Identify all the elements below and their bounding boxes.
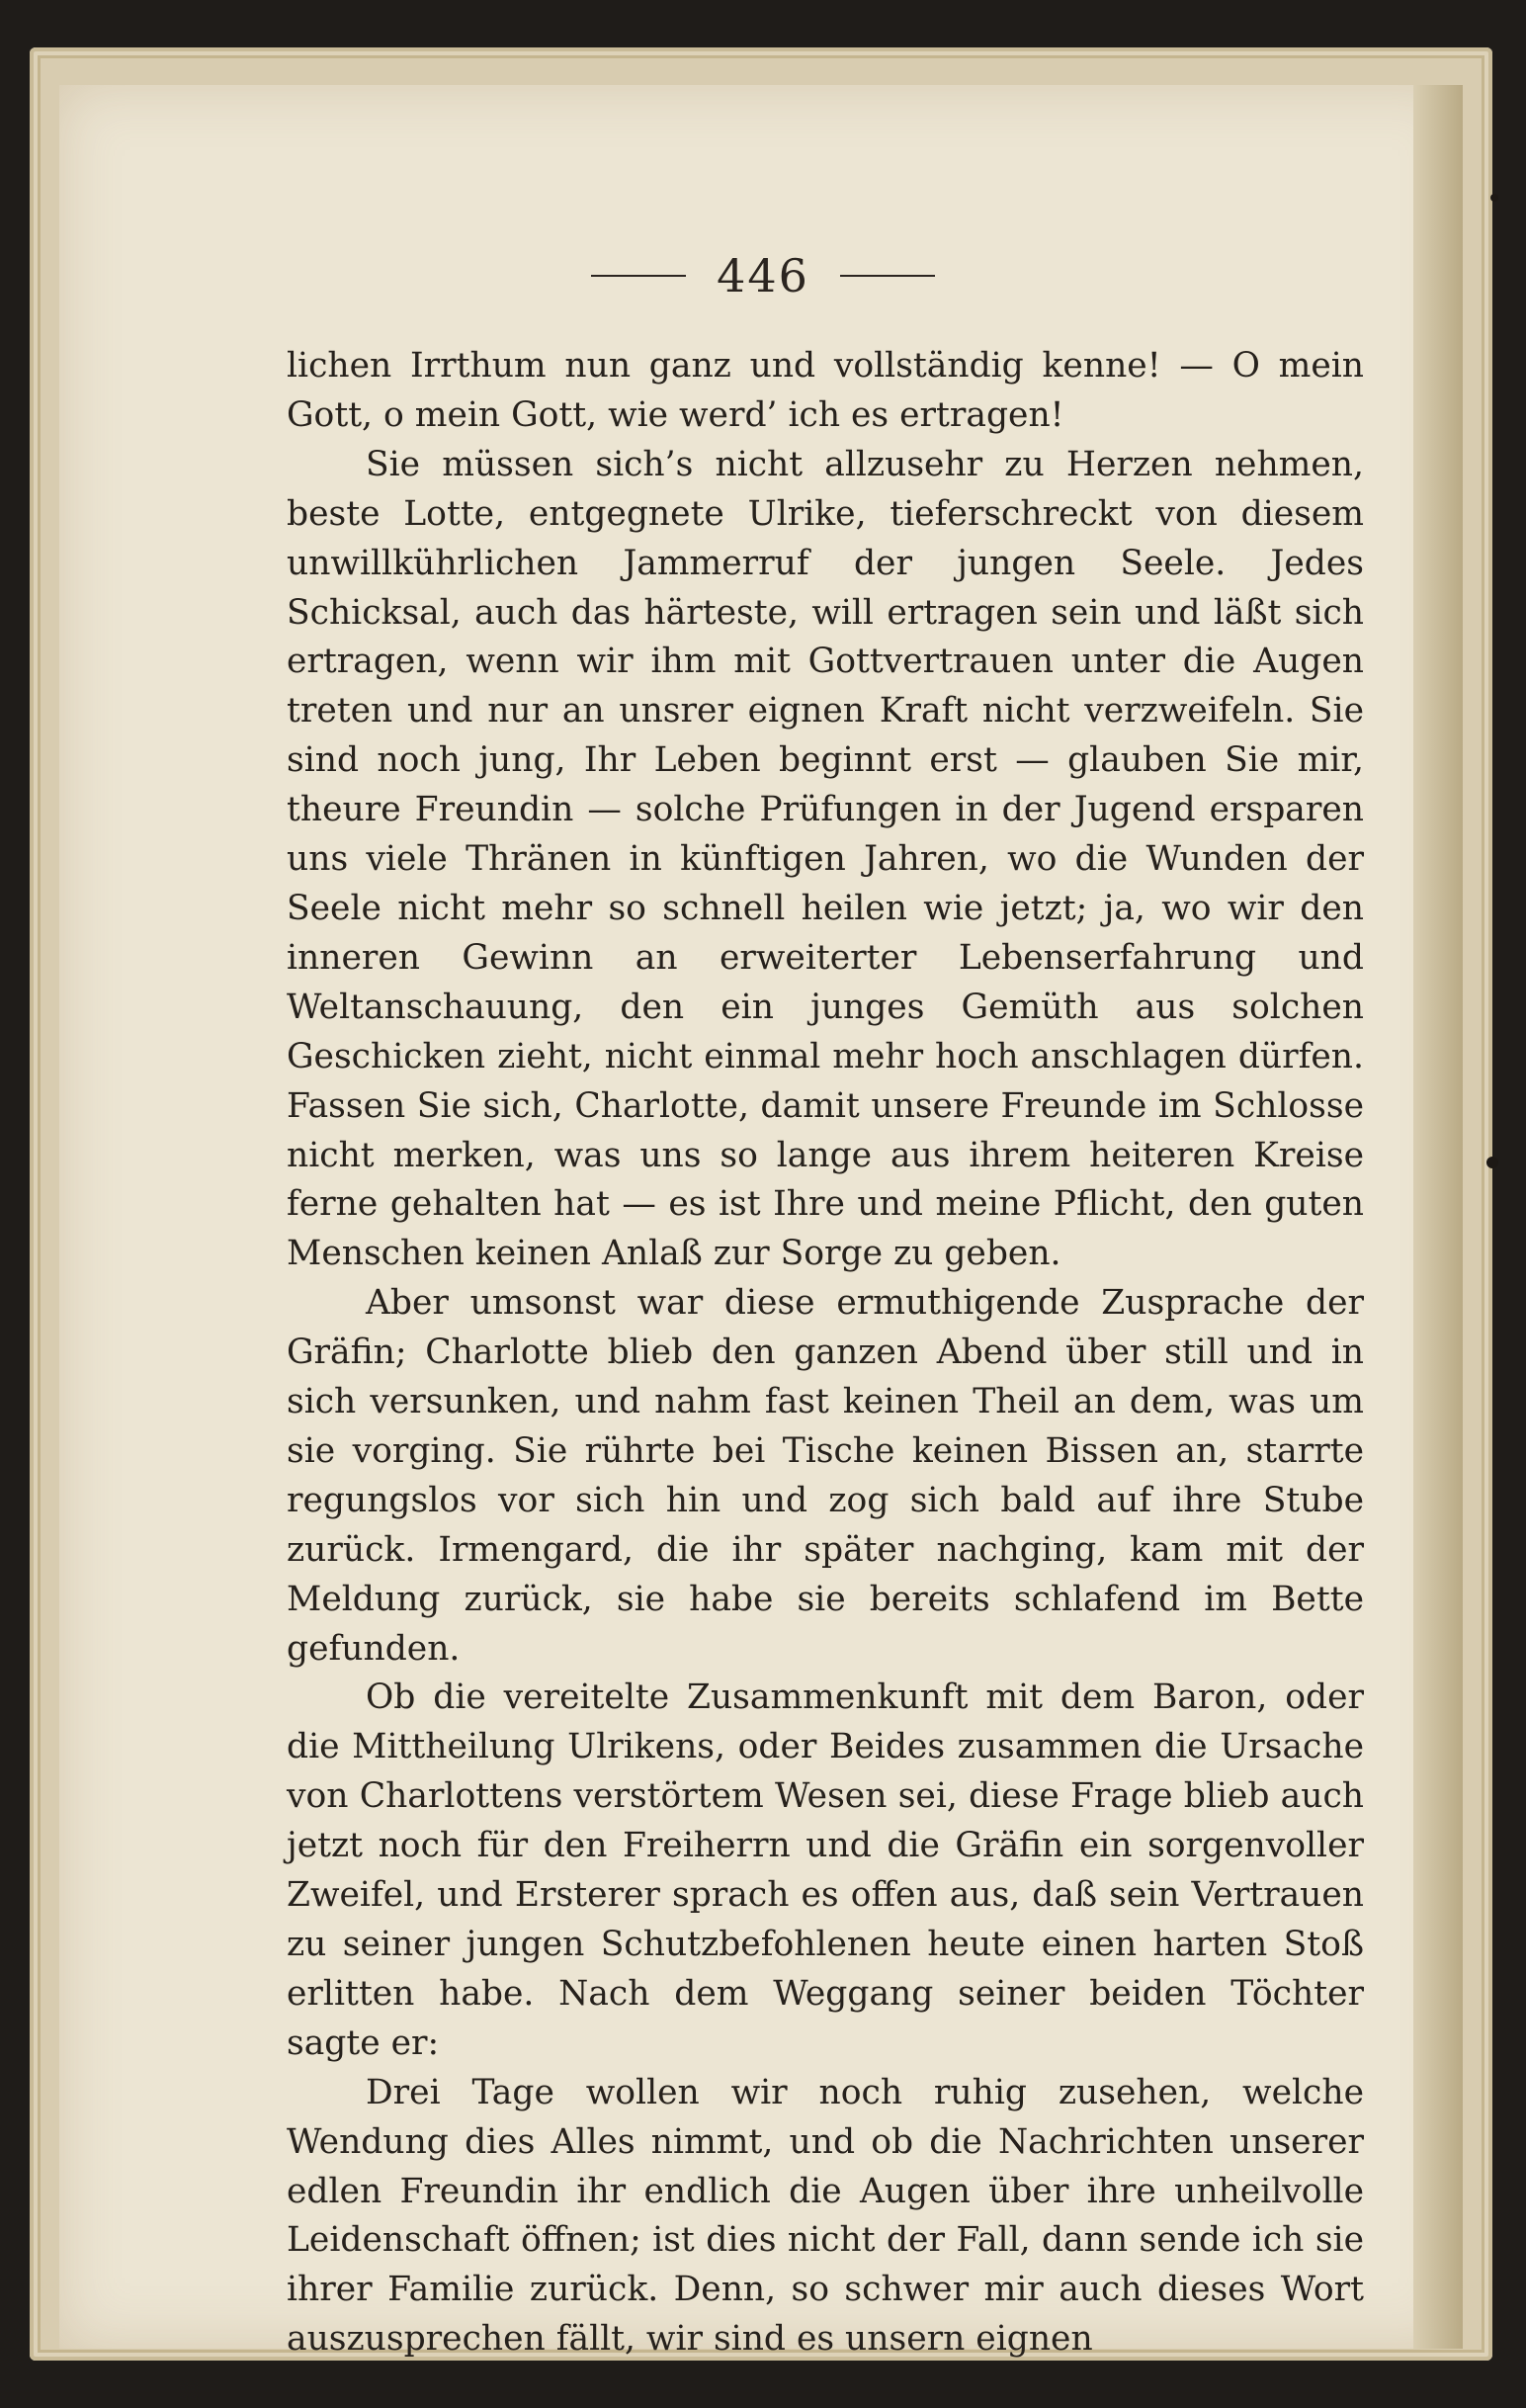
paragraph: Ob die vereitelte Zusammenkunft mit dem Baron, oder die Mittheilung Ulrikens, oder Beides zusammen die Ursache von Charlottens verstörtem Wesen sei, diese Frage blieb auch jetzt noch für den Freiherrn und die Gräfin ein sorgenvoller Zweifel, und Ersterer sprach es offen aus, daß sein Vertrauen zu seiner jungen Schutzbefohlenen heute einen harten Stoß erlitten habe. Nach dem Weggang seiner beiden Töchter sagte er: — [287, 1677, 1364, 2063]
paragraph: lichen Irrthum nun ganz und vollständig kenne! — O mein Gott, o mein Gott, wie werd’ ich es ertragen! — [287, 346, 1364, 435]
page-header — [0, 249, 1526, 302]
paragraph: Aber umsonst war diese ermuthigende Zusprache der Gräfin; Charlotte blieb den ganzen Abend über still und in sich versunken, und nahm fast keinen Theil an dem, was um sie vorging. Sie rührte bei Tische keinen Bissen an, starrte regungslos vor sich hin und zog sich bald auf ihre Stube zurück. Irmengard, die ihr später nachging, kam mit der Meldung zurück, sie habe sie bereits schlafend im Bette gefunden. — [287, 1283, 1364, 1669]
binding-hole — [1490, 194, 1498, 202]
page-gutter-edge — [1413, 85, 1463, 2349]
paragraph: Sie müssen sich’s nicht allzusehr zu Herzen nehmen, beste Lotte, entgegnete Ulrike, tieferschreckt von diesem unwillkührlichen Jammerruf der jungen Seele. Jedes Schicksal, auch das härteste, will ertragen sein und läßt sich ertragen, wenn wir ihm mit Gottvertrauen unter die Augen treten und nur an unsrer eignen Kraft nicht verzweifeln. Sie sind noch jung, Ihr Leben beginnt erst — glauben Sie mir, theure Freundin — solche Prüfungen in der Jugend ersparen uns viele Thränen in künftigen Jahren, wo die Wunden der Seele nicht mehr so schnell heilen wie jetzt; ja, wo wir den inneren Gewinn an erweiterter Lebenserfahrung und Weltanschauung, den ein junges Gemüth aus solchen Geschicken zieht, nicht einmal mehr hoch anschlagen dürfen. Fassen Sie sich, Charlotte, damit unsere Freunde im Schlosse nicht merken, was uns so lange aus ihrem heiteren Kreise ferne gehalten hat — es ist Ihre und meine Pflicht, den guten Menschen keinen Anlaß zur Sorge zu geben. — [287, 444, 1364, 1274]
body-text — [287, 342, 1364, 2365]
binding-hole — [1486, 1157, 1498, 1168]
binding-marks — [1479, 0, 1498, 2408]
header-rule-right — [840, 275, 935, 277]
header-rule-left — [591, 275, 686, 277]
page-number: 446 — [717, 249, 809, 302]
paragraph: Drei Tage wollen wir noch ruhig zusehen, welche Wendung dies Alles nimmt, und ob die Nachrichten unserer edlen Freundin ihr endlich die Augen über ihre unheilvolle Leidenschaft öffnen; ist dies nicht der Fall, dann sende ich sie ihrer Familie zurück. Denn, so schwer mir auch dieses Wort auszusprechen fällt, wir sind es unsern eignen — [287, 2072, 1364, 2360]
